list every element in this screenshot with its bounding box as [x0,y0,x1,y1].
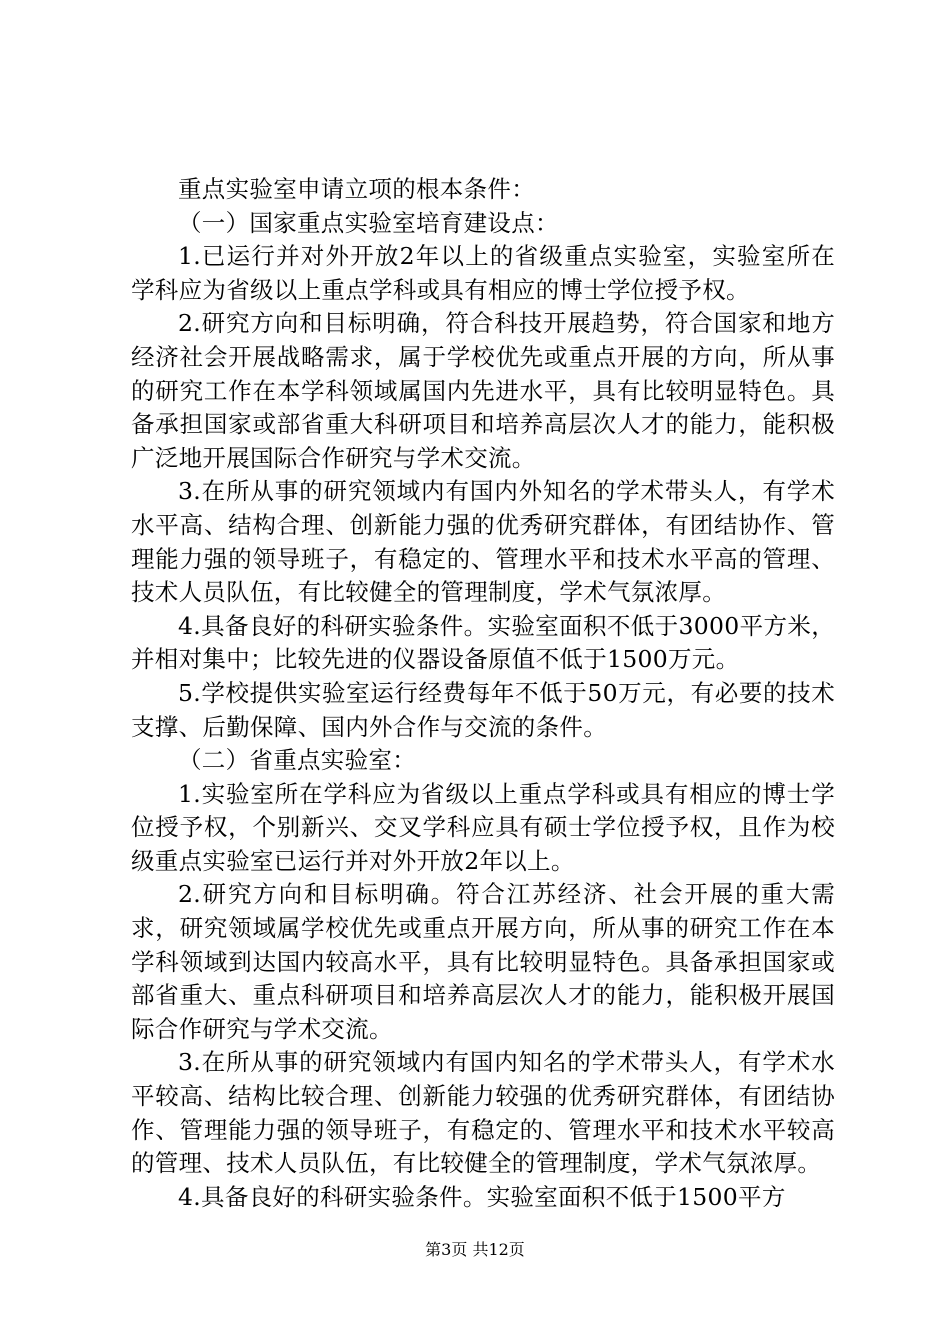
subsection-heading-provincial: （二）省重点实验室： [178,746,416,775]
paragraph: 3.在所从事的研究领域内有国内外知名的学术带头人，有学术水平高、结构合理、创新能力强的优秀研究群体，有团结协作、管理能力强的领导班子，有稳定的、管理水平和技术水平高的管理、技术人员队伍，有比较健全的管理制度，学术气氛浓厚。 [131,477,835,607]
paragraph: 2.研究方向和目标明确，符合科技开展趋势，符合国家和地方经济社会开展战略需求，属于学校优先或重点开展的方向，所从事的研究工作在本学科领域属国内先进水平，具有比较明显特色。具备承担国家或部省重大科研项目和培养高层次人才的能力，能积极广泛地开展国际合作研究与学术交流。 [131,309,835,472]
paragraph: 5.学校提供实验室运行经费每年不低于50万元，有必要的技术支撑、后勤保障、国内外合作与交流的条件。 [131,678,835,741]
page-number-footer: 第3页 共12页 [425,1240,525,1259]
paragraph: 4.具备良好的科研实验条件。实验室面积不低于1500平方 [178,1182,786,1211]
section-title: 重点实验室申请立项的根本条件： [178,175,535,203]
paragraph: 3.在所从事的研究领域内有国内知名的学术带头人，有学术水平较高、结构比较合理、创新能力较强的优秀研究群体，有团结协作、管理能力强的领导班子，有稳定的、管理水平和技术水平较高的管理、技术人员队伍，有比较健全的管理制度，学术气氛浓厚。 [131,1048,835,1178]
paragraph: 1.已运行并对外开放2年以上的省级重点实验室，实验室所在学科应为省级以上重点学科或具有相应的博士学位授予权。 [131,242,835,304]
paragraph: 4.具备良好的科研实验条件。实验室面积不低于3000平方米，并相对集中；比较先进的仪器设备原值不低于1500万元。 [131,611,835,674]
document-body [131,173,835,1214]
paragraph: 1.实验室所在学科应为省级以上重点学科或具有相应的博士学位授予权，个别新兴、交叉学科应具有硕士学位授予权，且作为校级重点实验室已运行并对外开放2年以上。 [131,779,835,875]
paragraph: 2.研究方向和目标明确。符合江苏经济、社会开展的重大需求，研究领域属学校优先或重点开展方向，所从事的研究工作在本学科领域到达国内较高水平，具有比较明显特色。具备承担国家或部省重大、重点科研项目和培养高层次人才的能力，能积极开展国际合作研究与学术交流。 [131,880,835,1043]
subsection-heading-national: （一）国家重点实验室培育建设点： [178,208,559,237]
